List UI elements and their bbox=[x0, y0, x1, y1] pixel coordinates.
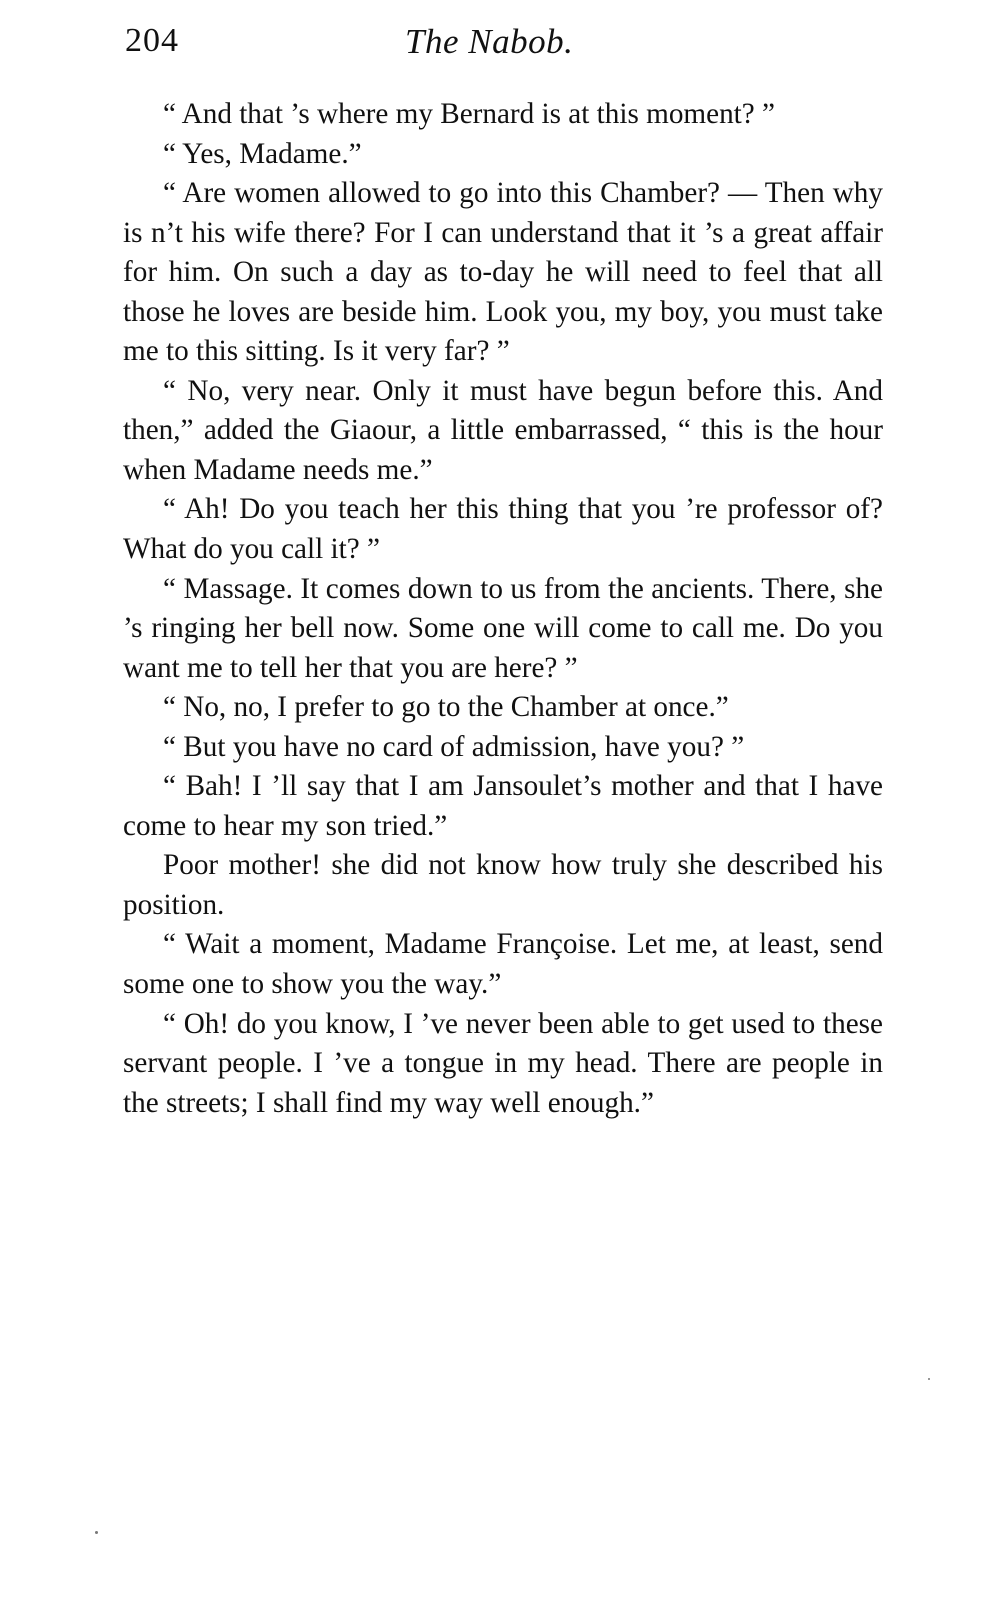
paragraph: “ Bah! I ’ll say that I am Jansoulet’s mother and that I have come to hear my son tried.” bbox=[123, 770, 883, 842]
paragraph: “ Oh! do you know, I ’ve never been able to get used to these servant people. I ’ve a tongue in my head. There are people in the streets; I shall find my way well enough.” bbox=[123, 1007, 883, 1119]
paragraph: “ Wait a moment, Madame Françoise. Let me, at least, send some one to show you the way.” bbox=[123, 928, 883, 1001]
paragraph: “ Are women allowed to go into this Chamber? — Then why is n’t his wife there? For I can understand that it ’s a great affair for him. On such a day as to-day he will need to feel that all those he loves are beside him. Look you, my boy, you must take me to this sitting. Is it very far? ” bbox=[123, 177, 883, 368]
paragraph: “ Massage. It comes down to us from the ancients. There, she ’s ringing her bell now. Some one will come to call me. Do you want me to tell her that you are here? ” bbox=[123, 572, 883, 684]
paragraph: “ Yes, Madame.” bbox=[163, 137, 362, 170]
paragraph: “ No, no, I prefer to go to the Chamber at once.” bbox=[163, 691, 729, 724]
paragraph: Poor mother! she did not know how truly she described his position. bbox=[123, 849, 883, 921]
scan-speck bbox=[95, 1531, 98, 1534]
page-number: 204 bbox=[125, 22, 179, 59]
running-head bbox=[125, 22, 880, 72]
paragraph: “ No, very near. Only it must have begun before this. And then,” added the Giaour, a little embarrassed, “ this is the hour when Madame needs me.” bbox=[123, 374, 883, 486]
paragraph: “ But you have no card of admission, have you? ” bbox=[163, 730, 745, 763]
body-text bbox=[123, 95, 883, 1123]
scan-speck bbox=[928, 1378, 930, 1380]
book-title: The Nabob. bbox=[405, 22, 574, 61]
paragraph: “ And that ’s where my Bernard is at this moment? ” bbox=[163, 98, 775, 130]
paragraph: “ Ah! Do you teach her this thing that you ’re professor of? What do you call it? ” bbox=[123, 493, 883, 566]
